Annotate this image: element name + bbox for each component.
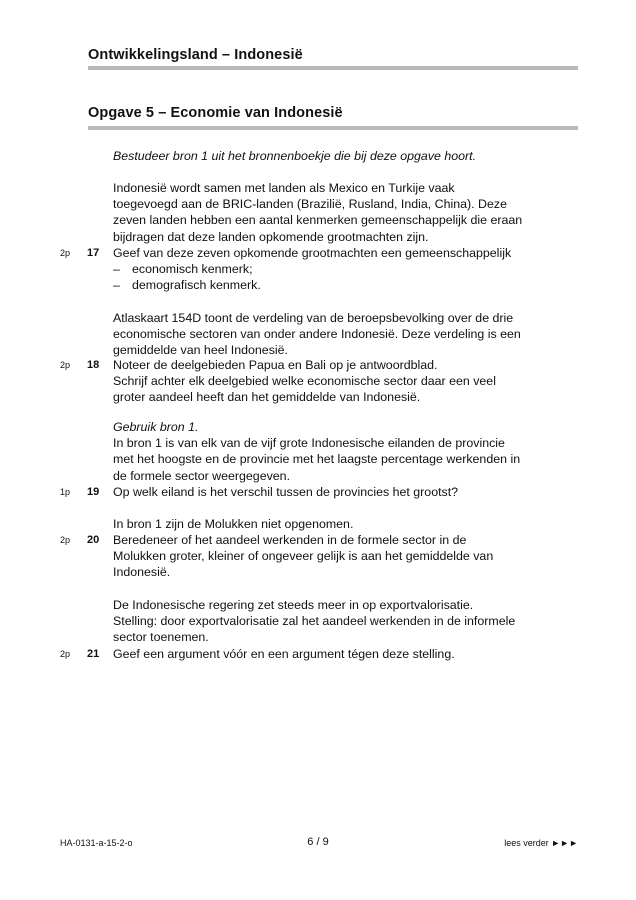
- question-text: Molukken groter, kleiner of ongeveer gelijk is aan het gemiddelde van: [113, 549, 494, 564]
- header-divider: [88, 66, 578, 70]
- context-line: Indonesië wordt samen met landen als Mexico en Turkije vaak: [113, 181, 455, 195]
- question-points: 2p: [60, 248, 71, 258]
- context-19: [113, 419, 583, 484]
- context-17: [113, 180, 583, 245]
- context-line: bijdragen dat deze landen opkomende grootmachten zijn.: [113, 229, 429, 244]
- question-number: 18: [87, 359, 100, 371]
- question-text: Indonesië.: [113, 565, 171, 580]
- question-text: Beredeneer of het aandeel werkenden in de formele sector in de: [113, 533, 467, 547]
- context-line: sector toenemen.: [113, 630, 209, 645]
- context-line: Atlaskaart 154D toont de verdeling van de beroepsbevolking over de drie: [113, 311, 514, 325]
- question-text: Schrijf achter elk deelgebied welke economische sector daar een veel: [113, 374, 496, 389]
- list-item-text: economisch kenmerk;: [132, 262, 253, 277]
- list-dash: –: [113, 262, 120, 277]
- context-line: In bron 1 is van elk van de vijf grote Indonesische eilanden de provincie: [113, 436, 505, 451]
- question-text: Geef een argument vóór en een argument tégen deze stelling.: [113, 647, 455, 661]
- context-line: toegevoegd aan de BRIC-landen (Brazilië, Rusland, India, China). Deze: [113, 197, 507, 212]
- question-text: Noteer de deelgebieden Papua en Bali op je antwoordblad.: [113, 358, 438, 372]
- question-points: 2p: [60, 360, 71, 370]
- footer-page-number: 6 / 9: [307, 836, 329, 848]
- context-18: [113, 310, 583, 359]
- question-points: 1p: [60, 487, 71, 497]
- footer-continue: lees verder ►►►: [504, 838, 578, 848]
- intro-instruction: Bestudeer bron 1 uit het bronnenboekje die bij deze opgave hoort.: [113, 149, 477, 163]
- question-number: 17: [87, 247, 100, 259]
- footer-exam-code: HA-0131-a-15-2-o: [60, 838, 133, 848]
- context-line: Stelling: door exportvalorisatie zal het aandeel werkenden in de informele: [113, 614, 516, 629]
- list-item: [113, 277, 583, 293]
- context-line: de formele sector weergegeven.: [113, 468, 291, 483]
- list-item: [113, 261, 583, 277]
- section-title: Opgave 5 – Economie van Indonesië: [88, 105, 343, 121]
- context-line: economische sectoren van onder andere Indonesië. Deze verdeling is een: [113, 327, 521, 342]
- context-line: De Indonesische regering zet steeds meer in op exportvalorisatie.: [113, 598, 474, 612]
- question-number: 20: [87, 534, 100, 546]
- list-item-text: demografisch kenmerk.: [132, 278, 261, 293]
- section-divider: [88, 126, 578, 130]
- source-instruction: Gebruik bron 1.: [113, 420, 199, 434]
- context-line: zeven landen hebben een aantal kenmerken gemeenschappelijk die eraan: [113, 213, 523, 228]
- question-text: groter aandeel heeft dan het gemiddelde van Indonesië.: [113, 390, 421, 405]
- question-points: 2p: [60, 649, 71, 659]
- context-21: [113, 597, 583, 646]
- context-line: met het hoogste en de provincie met het laagste percentage werkenden in: [113, 452, 521, 467]
- list-dash: –: [113, 278, 120, 293]
- page-header-title: Ontwikkelingsland – Indonesië: [88, 47, 303, 63]
- question-points: 2p: [60, 535, 71, 545]
- question-text: Geef van deze zeven opkomende grootmachten een gemeenschappelijk: [113, 246, 512, 260]
- question-number: 21: [87, 648, 100, 660]
- context-20: In bron 1 zijn de Molukken niet opgenomen.: [113, 517, 354, 531]
- question-number: 19: [87, 486, 100, 498]
- context-line: gemiddelde van heel Indonesië.: [113, 343, 288, 358]
- question-text: Op welk eiland is het verschil tussen de provincies het grootst?: [113, 485, 459, 499]
